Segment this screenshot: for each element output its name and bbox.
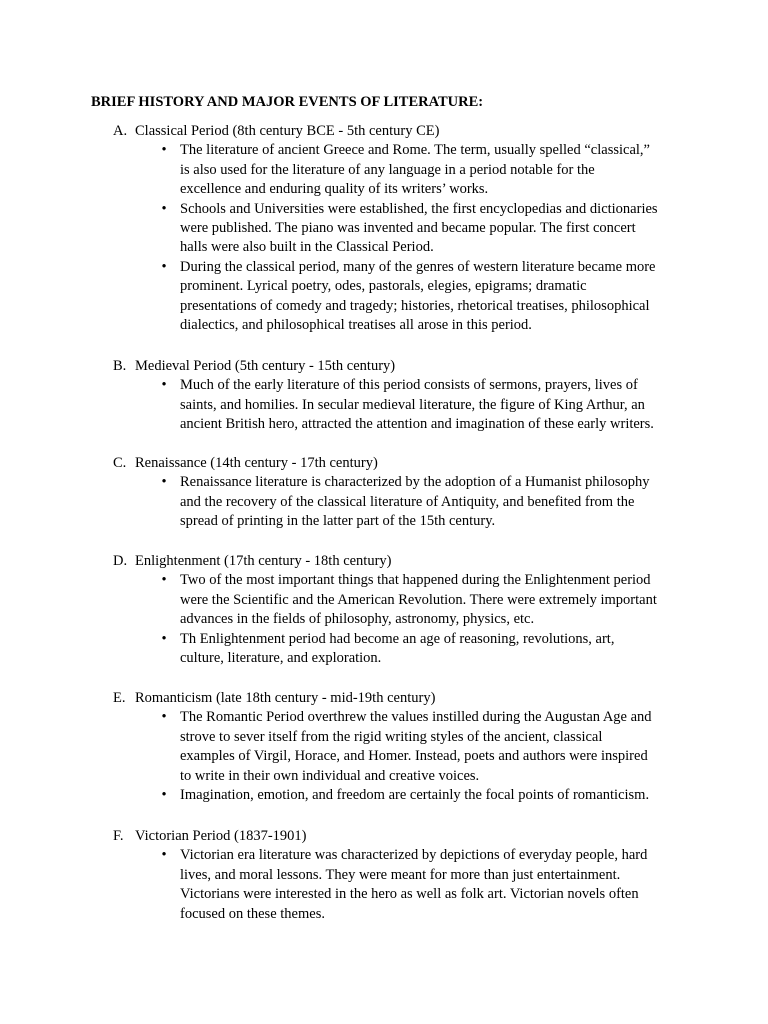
section-heading <box>113 122 693 141</box>
text-line: to write in their own individual and creative voices. <box>180 767 480 784</box>
text-line: examples of Virgil, Horace, and Homer. Instead, poets and authors were inspired <box>180 748 648 765</box>
text-line: Renaissance literature is characterized by the adoption of a Humanist philosophy <box>180 474 650 491</box>
document-title: BRIEF HISTORY AND MAJOR EVENTS OF LITERATURE: <box>91 94 484 110</box>
text-line: During the classical period, many of the genres of western literature became more <box>180 258 656 275</box>
text-line: strove to sever itself from the rigid writing styles of the ancient, classical <box>180 728 603 745</box>
text-line: prominent. Lyrical poetry, odes, pastorals, elegies, epigrams; dramatic <box>180 278 587 295</box>
bullet-item <box>113 630 693 669</box>
section-victorian-period <box>113 827 693 924</box>
bullet-icon: • <box>161 474 167 491</box>
section-medieval-period <box>113 357 693 435</box>
bullet-list <box>113 473 693 531</box>
text-line: Much of the early literature of this period consists of sermons, prayers, lives of <box>180 377 638 394</box>
bullet-item <box>113 376 693 434</box>
section-letter: D. <box>113 553 128 569</box>
section-enlightenment <box>113 552 693 668</box>
bullet-icon: • <box>161 572 167 589</box>
bullet-item <box>113 846 693 924</box>
text-line: The Romantic Period overthrew the values instilled during the Augustan Age and <box>180 709 652 726</box>
text-line: saints, and homilies. In secular medieval literature, the figure of King Arthur, an <box>180 396 645 413</box>
section-heading <box>113 552 693 571</box>
section-letter: F. <box>113 828 124 844</box>
text-line: is also used for the literature of any language in a period notable for the <box>180 161 595 178</box>
text-line: were the Scientific and the American Revolution. There were extremely important <box>180 591 657 608</box>
text-line: spread of printing in the latter part of the 15th century. <box>180 513 496 530</box>
bullet-list <box>113 846 693 924</box>
text-line: Schools and Universities were established, the first encyclopedias and dictionaries <box>180 200 658 217</box>
section-heading <box>113 827 693 846</box>
bullet-icon: • <box>161 258 167 275</box>
bullet-icon: • <box>161 200 167 217</box>
bullet-icon: • <box>161 709 167 726</box>
bullet-item <box>113 786 693 805</box>
section-romanticism <box>113 689 693 805</box>
section-title: Classical Period (8th century BCE - 5th century CE) <box>135 123 440 139</box>
bullet-icon: • <box>161 787 167 804</box>
bullet-item <box>113 708 693 786</box>
bullet-list <box>113 141 693 335</box>
text-line: Two of the most important things that happened during the Enlightenment period <box>180 572 651 589</box>
section-letter: A. <box>113 123 128 139</box>
text-line: Victorian era literature was characterized by depictions of everyday people, hard <box>180 847 648 864</box>
section-letter: B. <box>113 358 127 374</box>
bullet-item <box>113 141 693 199</box>
bullet-icon: • <box>161 630 167 647</box>
bullet-icon: • <box>161 377 167 394</box>
text-line: Victorians were interested in the hero as well as folk art. Victorian novels often <box>180 886 639 903</box>
bullet-list <box>113 376 693 434</box>
bullet-icon: • <box>161 847 167 864</box>
section-heading <box>113 454 693 473</box>
section-heading <box>113 689 693 708</box>
text-line: Imagination, emotion, and freedom are certainly the focal points of romanticism. <box>180 787 650 804</box>
section-letter: E. <box>113 690 126 706</box>
section-heading <box>113 357 693 376</box>
section-renaissance <box>113 454 693 532</box>
text-line: lives, and moral lessons. They were meant for more than just entertainment. <box>180 866 621 883</box>
section-title: Renaissance (14th century - 17th century) <box>135 455 378 471</box>
section-letter: C. <box>113 455 127 471</box>
text-line: excellence and enduring quality of its writers’ works. <box>180 181 489 198</box>
bullet-list <box>113 708 693 805</box>
bullet-icon: • <box>161 142 167 159</box>
text-line: culture, literature, and exploration. <box>180 650 382 667</box>
text-line: were published. The piano was invented and became popular. The first concert <box>180 220 636 237</box>
section-title: Enlightenment (17th century - 18th century) <box>135 553 392 569</box>
text-line: focused on these themes. <box>180 905 325 922</box>
bullet-item <box>113 473 693 531</box>
bullet-item <box>113 571 693 629</box>
bullet-item <box>113 258 693 336</box>
text-line: ancient British hero, attracted the attention and imagination of these early writers. <box>180 416 654 433</box>
section-title: Victorian Period (1837-1901) <box>135 828 307 844</box>
bullet-item <box>113 200 693 258</box>
text-line: Th Enlightenment period had become an age of reasoning, revolutions, art, <box>180 630 615 647</box>
text-line: advances in the fields of philosophy, astronomy, physics, etc. <box>180 611 535 628</box>
text-line: The literature of ancient Greece and Rome. The term, usually spelled “classical,” <box>180 142 650 159</box>
section-title: Medieval Period (5th century - 15th century) <box>135 358 396 374</box>
bullet-list <box>113 571 693 668</box>
section-title: Romanticism (late 18th century - mid-19th century) <box>135 690 436 706</box>
text-line: halls were also built in the Classical Period. <box>180 239 434 256</box>
text-line: presentations of comedy and tragedy; histories, rhetorical treatises, philosophical <box>180 297 650 314</box>
text-line: and the recovery of the classical literature of Antiquity, and benefited from the <box>180 493 635 510</box>
section-classical-period <box>113 122 693 335</box>
text-line: dialectics, and philosophical treatises all arose in this period. <box>180 317 532 334</box>
